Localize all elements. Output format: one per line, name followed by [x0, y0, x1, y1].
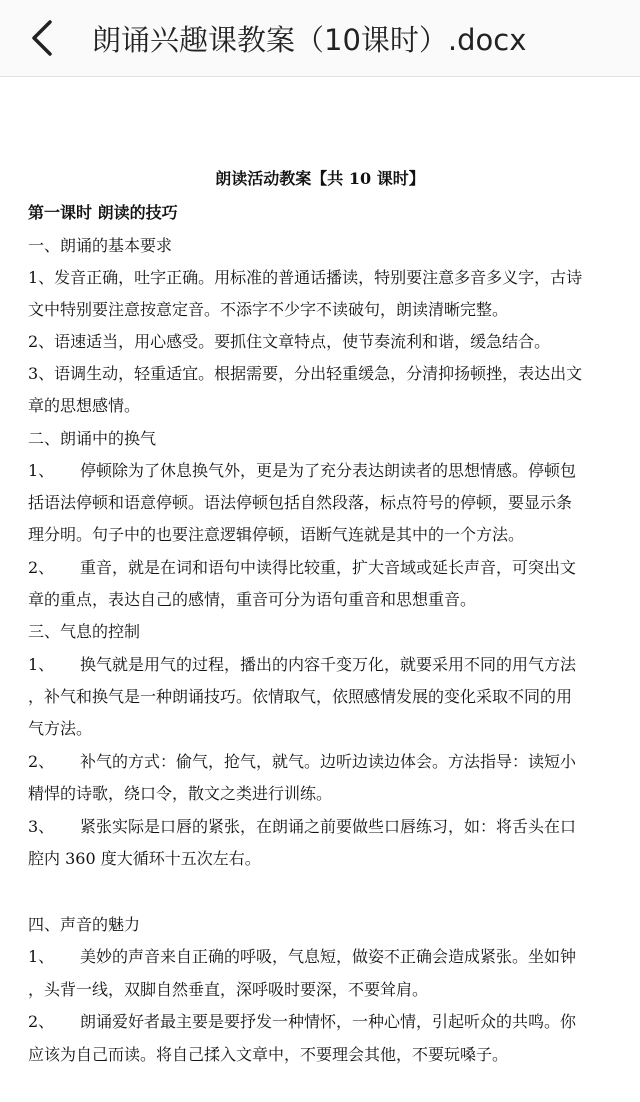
paragraph-text: 重音，就是在词和语句中读得比较重，扩大音域或延长声音，可突出文: [80, 558, 577, 577]
paragraph-text: 朗诵爱好者最主要是要抒发一种情怀，一种心情，引起听众的共鸣。你: [80, 1012, 577, 1031]
lesson-heading: 第一课时 朗读的技巧: [28, 203, 178, 222]
paragraph-line: 章的思想感情。: [28, 396, 141, 415]
paragraph-text: 换气就是用气的过程，播出的内容千变万化，就要采用不同的用气方法: [80, 655, 577, 674]
paragraph-line: 气方法。: [28, 719, 93, 738]
paragraph-line: 2、语速适当，用心感受。要抓住文章特点，使节奏流利和谐，缓急结合。: [28, 332, 551, 351]
back-button[interactable]: [28, 8, 92, 68]
list-number: 2、: [28, 558, 55, 577]
paragraph-line: [28, 555, 576, 578]
paragraph-line: 理分明。句子中的也要注意逻辑停顿，语断气连就是其中的一个方法。: [28, 525, 525, 544]
paragraph-line: 文中特别要注意按意定音。不添字不少字不读破句，朗读清晰完整。: [28, 300, 509, 319]
paragraph-line: [28, 1009, 576, 1032]
back-arrow-icon: [28, 18, 56, 58]
paragraph-line: [28, 749, 576, 772]
paragraph-line: 括语法停顿和语意停顿。语法停顿包括自然段落，标点符号的停顿，要显示条: [28, 493, 573, 512]
section-heading: 二、朗诵中的换气: [28, 429, 157, 448]
list-number: 2、: [28, 1012, 55, 1031]
paragraph-line: [28, 814, 576, 837]
section-heading: 四、声音的魅力: [28, 915, 141, 934]
paragraph-line: 精悍的诗歌，绕口令，散文之类进行训练。: [28, 784, 333, 803]
top-bar: [0, 0, 640, 77]
paragraph-line: 章的重点，表达自己的感情，重音可分为语句重音和思想重音。: [28, 590, 477, 609]
section-heading: 一、朗诵的基本要求: [28, 236, 173, 255]
section-heading: 三、气息的控制: [28, 622, 141, 641]
file-title: 朗诵兴趣课教案（10课时）.docx: [92, 22, 527, 57]
paragraph-text: 美妙的声音来自正确的呼吸，气息短，做姿不正确会造成紧张。坐如钟: [80, 947, 577, 966]
list-number: 2、: [28, 752, 55, 771]
paragraph-line: [28, 944, 576, 967]
paragraph-text: 补气的方式：偷气，抢气，就气。边听边读边体会。方法指导：读短小: [80, 752, 577, 771]
document-title: 朗读活动教案【共 10 课时】: [215, 169, 425, 188]
paragraph-line: [28, 652, 576, 675]
paragraph-line: 1、发音正确，吐字正确。用标准的普通话播读，特别要注意多音多义字，古诗: [28, 268, 583, 287]
paragraph-line: ，补气和换气是一种朗诵技巧。依情取气，依照感情发展的变化采取不同的用: [28, 687, 573, 706]
paragraph-line: 3、语调生动，轻重适宜。根据需要，分出轻重缓急，分清抑扬顿挫，表达出文: [28, 364, 583, 383]
paragraph-text: 停顿除为了休息换气外，更是为了充分表达朗读者的思想情感。停顿包: [80, 461, 577, 480]
paragraph-text: 紧张实际是口唇的紧张，在朗诵之前要做些口唇练习，如：将舌头在口: [80, 817, 577, 836]
list-number: 1、: [28, 655, 55, 674]
paragraph-line: [28, 458, 576, 481]
list-number: 1、: [28, 461, 55, 480]
paragraph-line: 应该为自己而读。将自己揉入文章中，不要理会其他，不要玩嗓子。: [28, 1045, 509, 1064]
list-number: 1、: [28, 947, 55, 966]
paragraph-line: ，头背一线，双脚自然垂直，深呼吸时要深，不要耸肩。: [28, 980, 429, 999]
paragraph-line: 腔内 360 度大循环十五次左右。: [28, 849, 261, 868]
list-number: 3、: [28, 817, 55, 836]
